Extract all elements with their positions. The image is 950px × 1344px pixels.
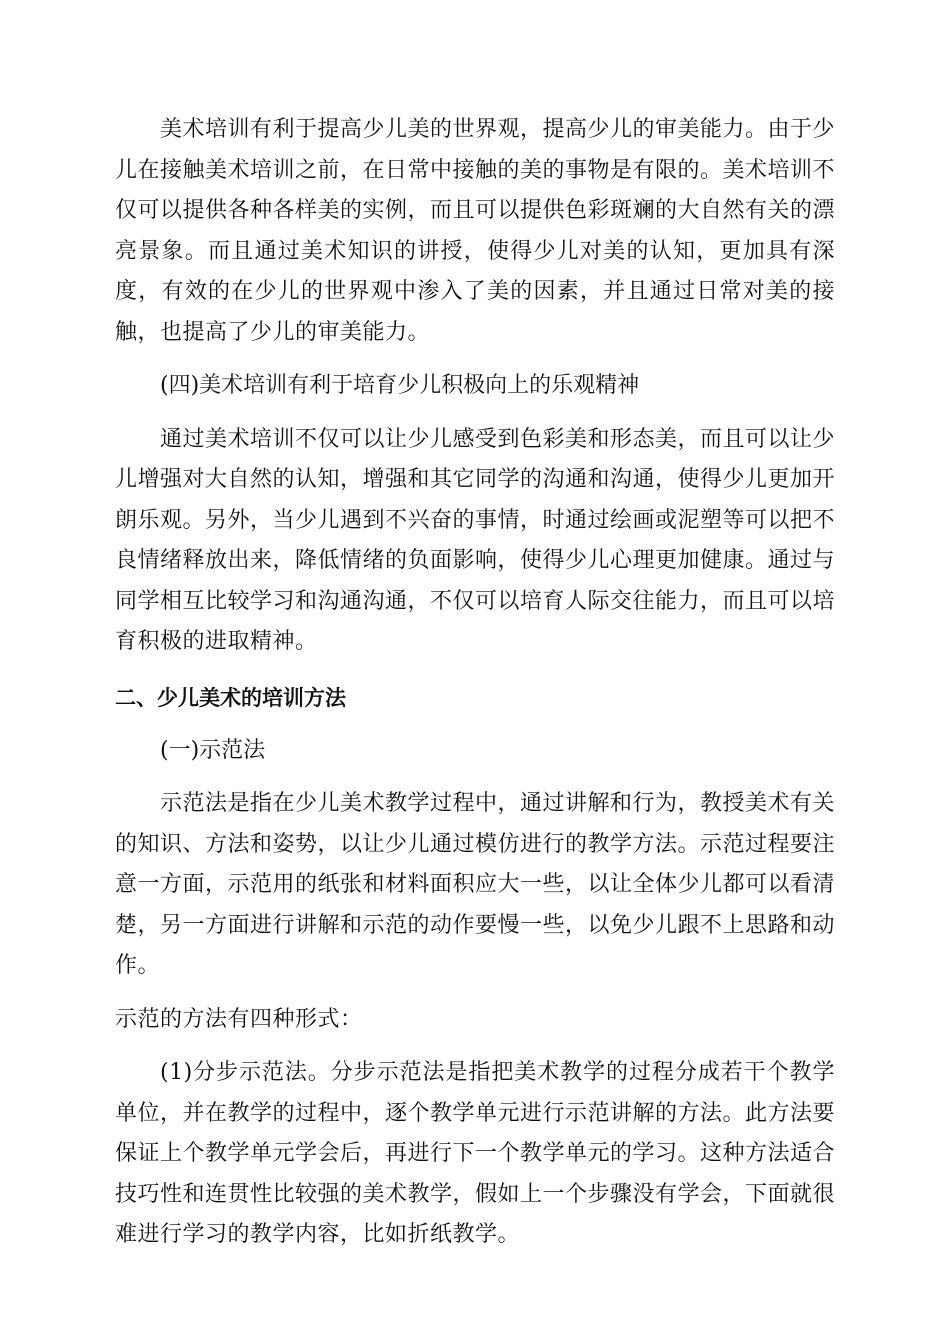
paragraph-step-demonstration: (1)分步示范法。分步示范法是指把美术教学的过程分成若干个教学单位，并在教学的过程中，逐个教学单元进行示范讲解的方法。此方法要保证上个教学单元学会后，再进行下一个教学单元的学习。这种方法适合技巧性和连贯性比较强的美术教学，假如上一个步骤没有学会，下面就很难进行学习的教学内容，比如折纸教学。	[115, 1060, 836, 1247]
paragraph-aesthetic-ability: 美术培训有利于提高少儿美的世界观，提高少儿的审美能力。由于少儿在接触美术培训之前，在日常中接触的美的事物是有限的。美术培训不仅可以提供各种各样美的实例，而且可以提供色彩斑斓的大自然有关的漂亮景象。而且通过美术知识的讲授，使得少儿对美的认知，更加具有深度，有效的在少儿的世界观中渗入了美的因素，并且通过日常对美的接触，也提高了少儿的审美能力。	[115, 117, 836, 345]
subheading-optimism: (四)美术培训有利于培育少儿积极向上的乐观精神	[160, 373, 640, 398]
section-heading-training-methods: 二、少儿美术的培训方法	[115, 685, 346, 710]
paragraph-demonstration: 示范法是指在少儿美术教学过程中，通过讲解和行为，教授美术有关的知识、方法和姿势，以让少儿通过模仿进行的教学方法。示范过程要注意一方面，示范用的纸张和材料面积应大一些，以让全体少儿都可以看清楚，另一方面进行讲解和示范的动作要慢一些，以免少儿跟不上思路和动作。	[115, 791, 836, 978]
subheading-demonstration: (一)示范法	[160, 737, 266, 763]
paragraph-optimism: 通过美术培训不仅可以让少儿感受到色彩美和形态美，而且可以让少儿增强对大自然的认知，增强和其它同学的沟通和沟通，使得少儿更加开朗乐观。另外，当少儿遇到不兴奋的事情，时通过绘画或泥塑等可以把不良情绪释放出来，降低情绪的负面影响，使得少儿心理更加健康。通过与同学相互比较学习和沟通沟通，不仅可以培育人际交往能力，而且可以培育积极的进取精神。	[115, 426, 836, 654]
document-page	[115, 110, 835, 1256]
paragraph-four-forms: 示范的方法有四种形式：	[115, 1006, 363, 1032]
